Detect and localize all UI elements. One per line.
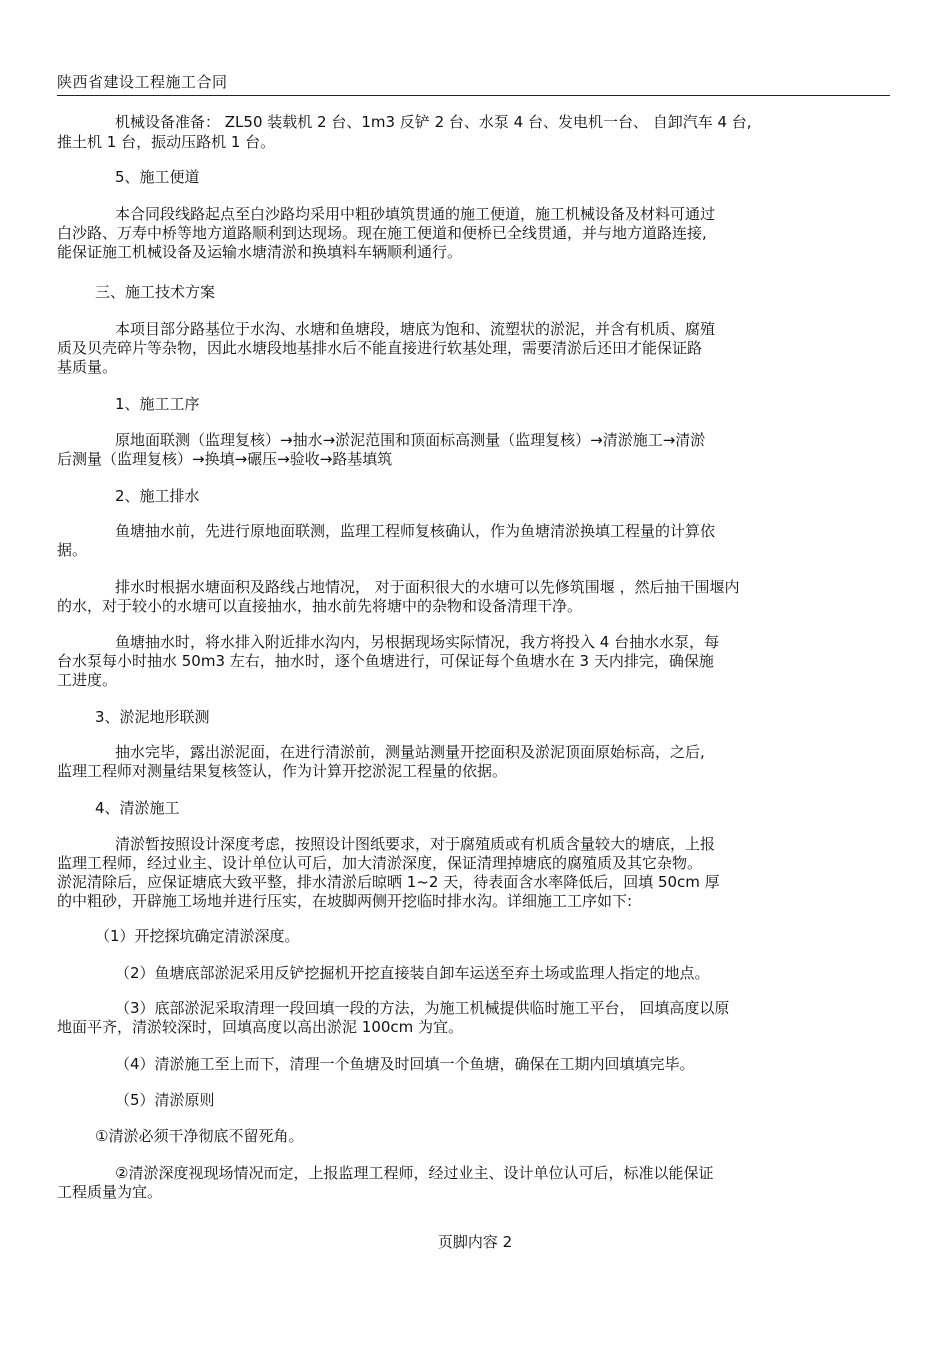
section-heading: 3、淤泥地形联测	[95, 708, 210, 726]
paragraph-line: 质及贝壳碎片等杂物，因此水塘段地基排水后不能直接进行软基处理，需要清淤后还田才能保证路	[57, 339, 703, 357]
section-heading: 5、施工便道	[115, 168, 200, 186]
paragraph-line: 地面平齐，清淤较深时，回填高度以高出淤泥 100cm 为宜。	[57, 1018, 464, 1036]
page-footer: 页脚内容 2	[437, 1233, 513, 1251]
principle-item: ①清淤必须干净彻底不留死角。	[95, 1127, 304, 1145]
paragraph-line: 排水时根据水塘面积及路线占地情况， 对于面积很大的水塘可以先修筑围堰 ，然后抽干围堰内	[115, 578, 740, 596]
paragraph-line: 淤泥清除后，应保证塘底大致平整，排水清淤后晾晒 1~2 天，待表面含水率降低后，回填 50cm 厚	[57, 873, 720, 891]
paragraph-line: 抽水完毕，露出淤泥面，在进行清淤前，测量站测量开挖面积及淤泥顶面原始标高，之后,	[115, 743, 705, 761]
paragraph-line: 能保证施工机械设备及运输水塘清淤和换填料车辆顺利通行。	[57, 243, 463, 261]
paragraph-line: 鱼塘抽水时，将水排入附近排水沟内，另根据现场实际情况，我方将投入 4 台抽水水泵，每	[115, 633, 720, 651]
section-heading: 2、施工排水	[115, 487, 200, 505]
paragraph-line: 的中粗砂，开辟施工场地并进行压实，在坡脚两侧开挖临时排水沟。详细施工工序如下:	[57, 892, 633, 910]
paragraph-line: 工程质量为宜。	[57, 1183, 163, 1201]
paragraph-line: 推土机 1 台，振动压路机 1 台。	[57, 133, 276, 151]
paragraph-line: 原地面联测（监理复核）→抽水→淤泥范围和顶面标高测量（监理复核）→清淤施工→清淤	[115, 431, 706, 449]
section-heading: 1、施工工序	[115, 395, 200, 413]
paragraph-line: 本合同段线路起点至白沙路均采用中粗砂填筑贯通的施工便道，施工机械设备及材料可通过	[115, 205, 716, 223]
header-divider	[57, 95, 890, 96]
paragraph-line: 白沙路、万寿中桥等地方道路顺利到达现场。现在施工便道和便桥已全线贯通，并与地方道路连接,	[57, 224, 707, 242]
paragraph-line: 后测量（监理复核）→换填→碾压→验收→路基填筑	[57, 450, 393, 468]
paragraph-line: 基质量。	[57, 358, 118, 376]
page-header: 陕西省建设工程施工合同	[57, 73, 228, 91]
sub-item: （5）清淤原则	[115, 1091, 215, 1109]
paragraph-line: 机械设备准备： ZL50 装载机 2 台、1m3 反铲 2 台、水泵 4 台、发电机一台、 自卸汽车 4 台,	[115, 113, 752, 131]
paragraph-line: 监理工程师对测量结果复核签认，作为计算开挖淤泥工程量的依据。	[57, 762, 508, 780]
sub-item: （1）开挖探坑确定清淤深度。	[95, 927, 300, 945]
paragraph-line: 工进度。	[57, 671, 118, 689]
paragraph-line: 本项目部分路基位于水沟、水塘和鱼塘段，塘底为饱和、流塑状的淤泥，并含有机质、腐殖	[115, 320, 716, 338]
paragraph-line: 台水泵每小时抽水 50m3 左右，抽水时，逐个鱼塘进行，可保证每个鱼塘水在 3 天内排完，确保施	[57, 652, 714, 670]
paragraph-line: 据。	[57, 541, 88, 559]
section-heading: 4、清淤施工	[95, 799, 180, 817]
paragraph-line: 监理工程师，经过业主、设计单位认可后，加大清淤深度，保证清理掉塘底的腐殖质及其它杂物。	[57, 854, 703, 872]
paragraph-line: ②清淤深度视现场情况而定，上报监理工程师，经过业主、设计单位认可后，标准以能保证	[115, 1164, 714, 1182]
sub-item: （4）清淤施工至上而下，清理一个鱼塘及时回填一个鱼塘，确保在工期内回填填完毕。	[115, 1055, 695, 1073]
paragraph-line: （3）底部淤泥采取清理一段回填一段的方法，为施工机械提供临时施工平台， 回填高度以原	[115, 999, 730, 1017]
paragraph-line: 的水，对于较小的水塘可以直接抽水，抽水前先将塘中的杂物和设备清理干净。	[57, 597, 583, 615]
sub-item: （2）鱼塘底部淤泥采用反铲挖掘机开挖直接装自卸车运送至弃土场或监理人指定的地点。	[115, 964, 710, 982]
paragraph-line: 鱼塘抽水前，先进行原地面联测，监理工程师复核确认，作为鱼塘清淤换填工程量的计算依	[115, 522, 716, 540]
section-heading: 三、施工技术方案	[95, 283, 216, 301]
paragraph-line: 清淤暂按照设计深度考虑，按照设计图纸要求，对于腐殖质或有机质含量较大的塘底，上报	[115, 835, 716, 853]
